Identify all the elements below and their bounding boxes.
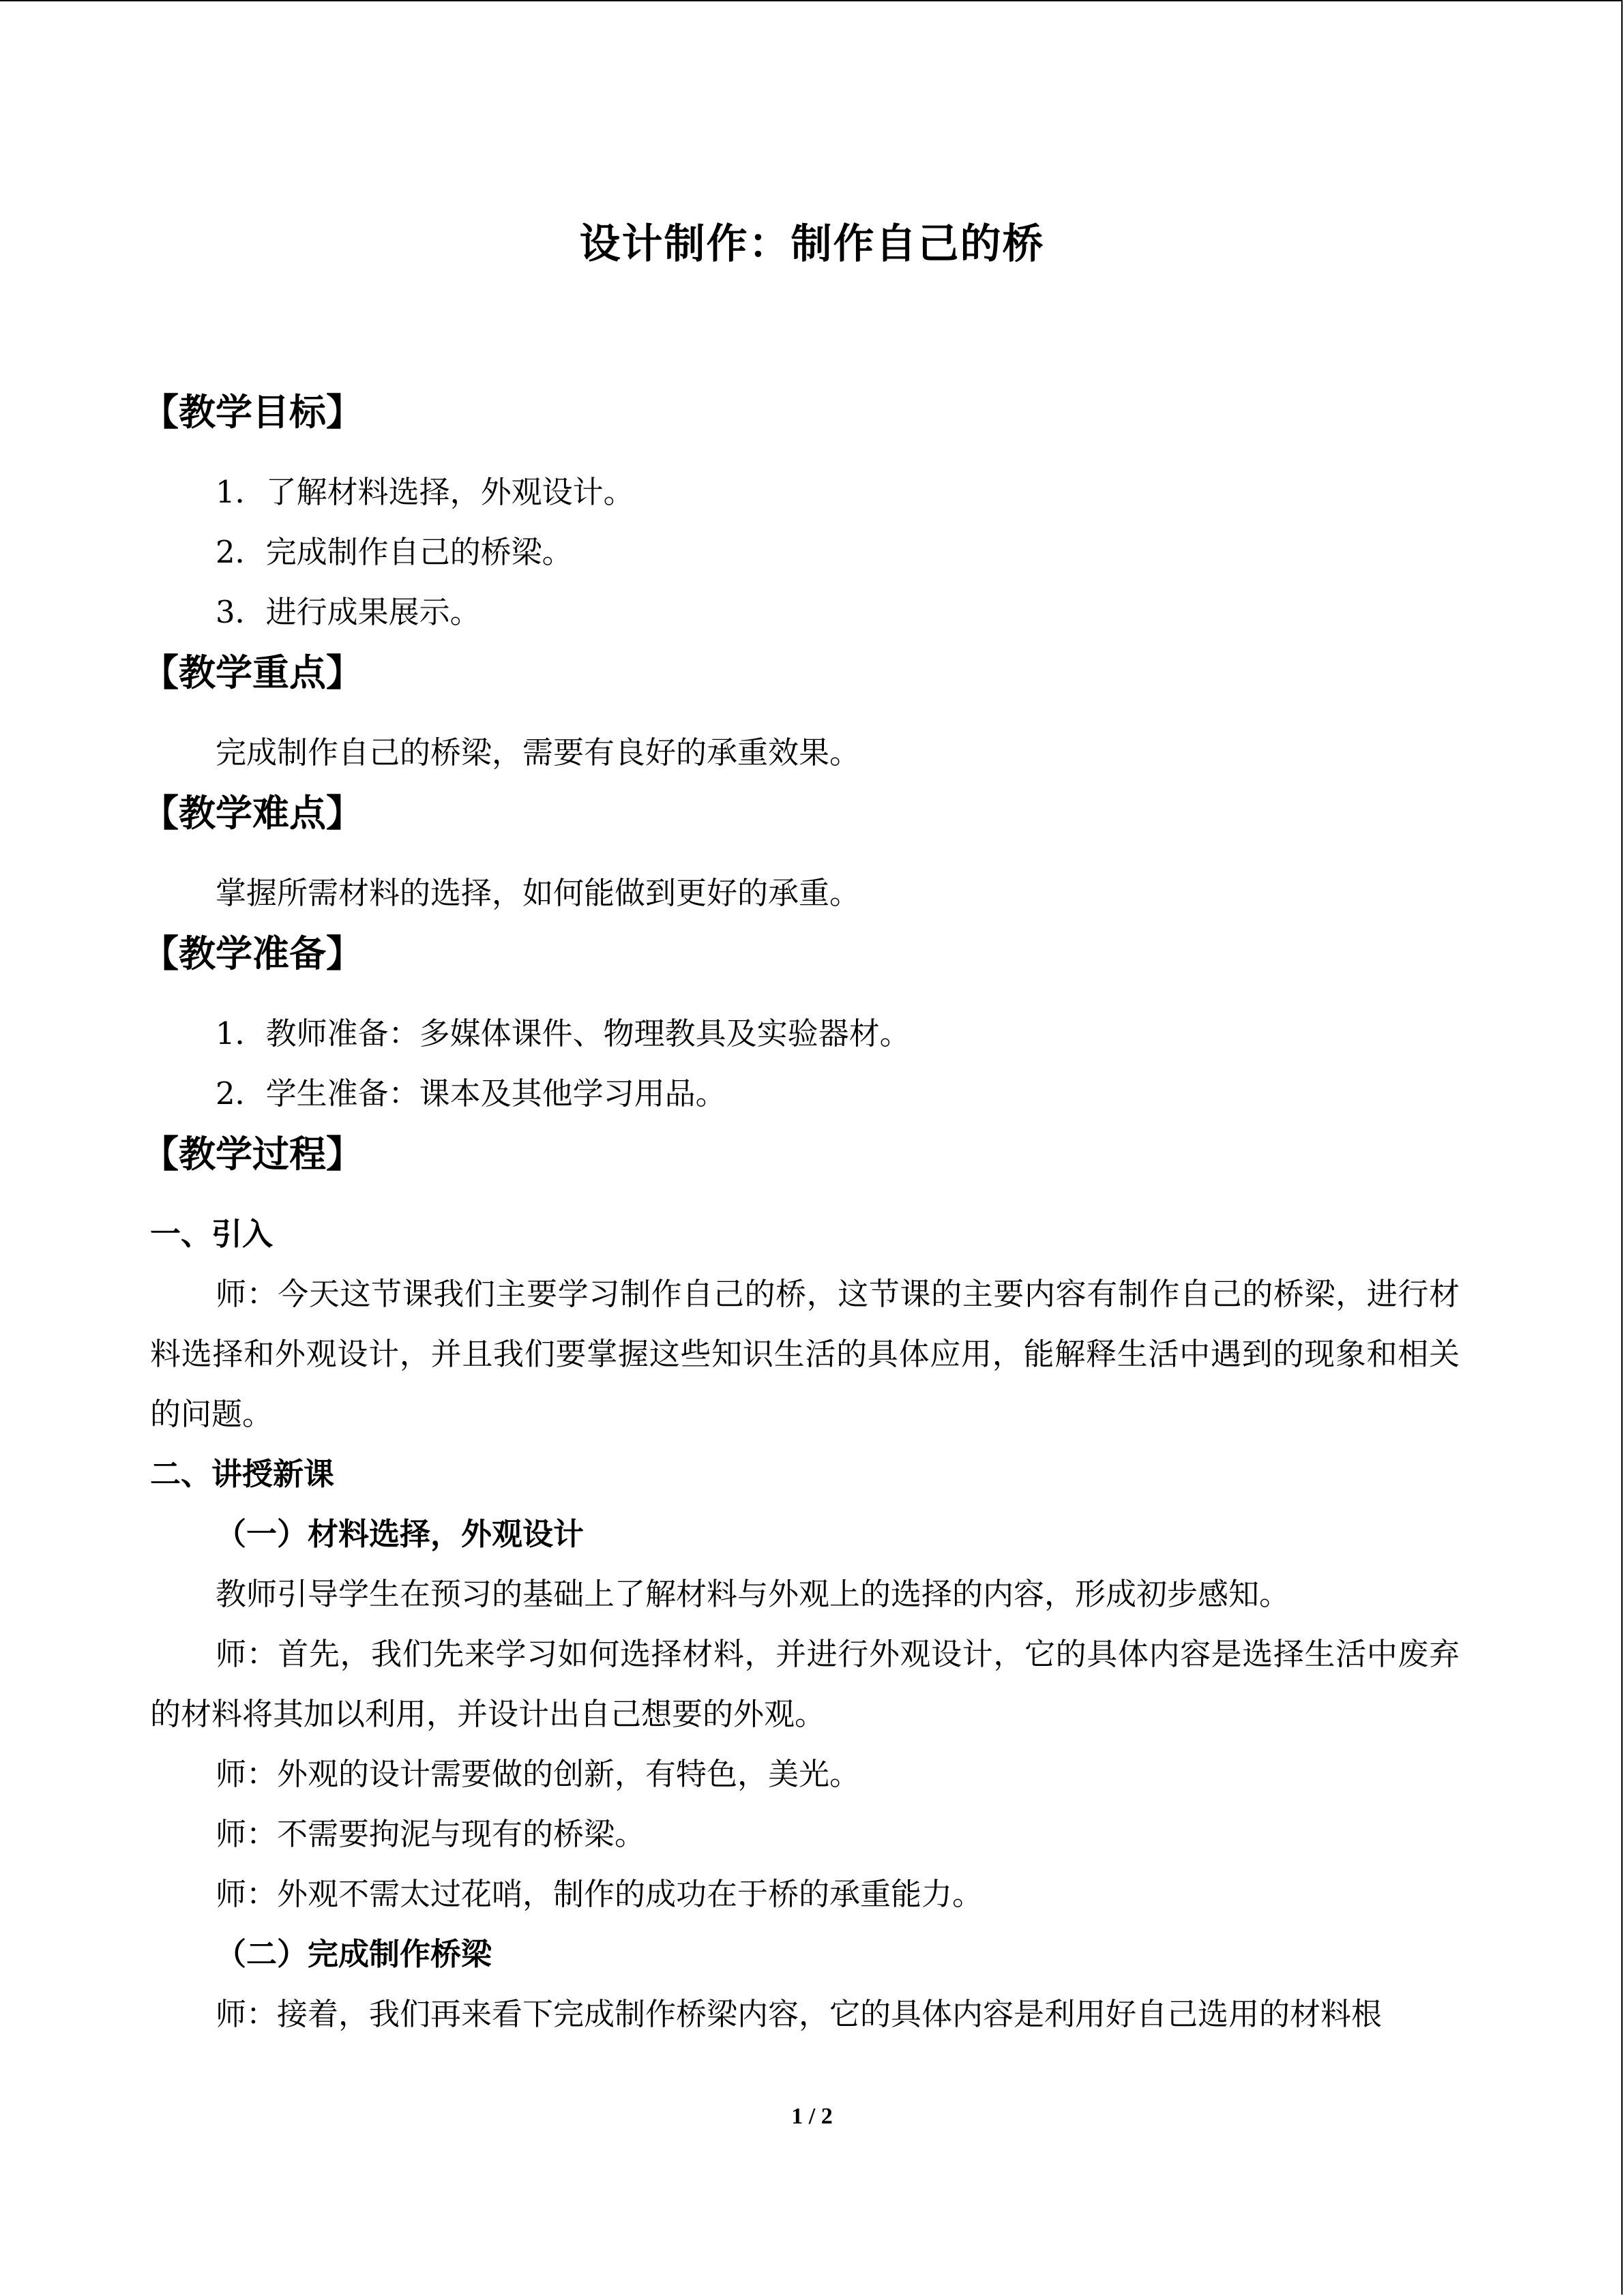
preparation-item: 2．学生准备：课本及其他学习用品。 [216,1075,726,1112]
goal-item: 1．了解材料选择，外观设计。 [216,474,634,510]
process-part-title: 二、讲授新课 [150,1456,335,1492]
process-paragraph: 师：今天这节课我们主要学习制作自己的桥，这节课的主要内容有制作自己的桥梁，进行材料选择和外观设计，并且我们要掌握这些知识生活的具体应用，能解释生活中遇到的现象和相关的问题。 [150,1276,1460,1432]
section-heading-goals: 【教学目标】 [142,391,363,434]
section-heading-preparation: 【教学准备】 [142,932,363,975]
section-heading-key-points: 【教学重点】 [142,651,363,694]
goal-item: 3．进行成果展示。 [216,594,481,630]
process-subsection-title: （二）完成制作桥梁 [216,1936,492,1972]
process-paragraph: 师：外观的设计需要做的创新，有特色，美光。 [216,1756,861,1792]
document-title: 设计制作：制作自己的桥 [579,220,1045,268]
process-paragraph: 师：外观不需太过花哨，制作的成功在于桥的承重能力。 [216,1876,984,1912]
process-subsection-title: （一）材料选择，外观设计 [216,1516,585,1552]
process-paragraph: 师：首先，我们先来学习如何选择材料，并进行外观设计，它的具体内容是选择生活中废弃的材料将其加以利用，并设计出自己想要的外观。 [150,1636,1460,1732]
goal-item: 2．完成制作自己的桥梁。 [216,534,573,570]
process-paragraph: 师：不需要拘泥与现有的桥梁。 [216,1816,646,1852]
document-body [142,382,1460,2044]
process-part-title: 一、引入 [150,1216,274,1252]
section-heading-process: 【教学过程】 [142,1133,363,1176]
key-points-text: 完成制作自己的桥梁，需要有良好的承重效果。 [216,734,861,771]
difficulties-text: 掌握所需材料的选择，如何能做到更好的承重。 [216,875,861,911]
section-heading-difficulties: 【教学难点】 [142,792,363,835]
process-paragraph: 教师引导学生在预习的基础上了解材料与外观上的选择的内容，形成初步感知。 [216,1576,1290,1612]
process-paragraph: 师：接着，我们再来看下完成制作桥梁内容，它的具体内容是利用好自己选用的材料根 [216,1996,1383,2032]
page-number: 1 / 2 [791,2104,833,2129]
preparation-item: 1．教师准备：多媒体课件、物理教具及实验器材。 [216,1015,911,1052]
